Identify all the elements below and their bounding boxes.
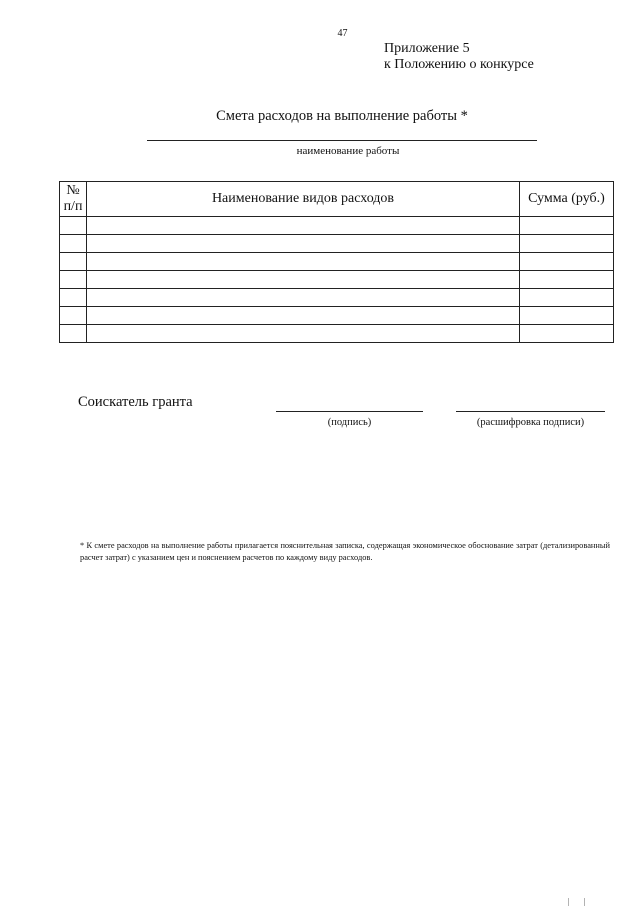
- cell-sum[interactable]: [520, 307, 614, 325]
- signature-decode-caption: (расшифровка подписи): [476, 417, 585, 428]
- work-name-line: [147, 140, 537, 141]
- signature-caption: (подпись): [327, 417, 372, 428]
- cell-num[interactable]: [60, 307, 87, 325]
- cell-num[interactable]: [60, 271, 87, 289]
- cell-name[interactable]: [87, 253, 520, 271]
- signature-decode-line[interactable]: [456, 411, 605, 412]
- appendix-block: [384, 41, 534, 73]
- cell-name[interactable]: [87, 307, 520, 325]
- table-row: [60, 217, 614, 235]
- table-row: [60, 235, 614, 253]
- cell-name[interactable]: [87, 325, 520, 343]
- cell-name[interactable]: [87, 235, 520, 253]
- document-title: Смета расходов на выполнение работы *: [216, 108, 468, 124]
- cell-name[interactable]: [87, 217, 520, 235]
- table-row: [60, 271, 614, 289]
- cell-num[interactable]: [60, 235, 87, 253]
- cell-sum[interactable]: [520, 253, 614, 271]
- page-number: 47: [337, 28, 348, 39]
- cell-sum[interactable]: [520, 217, 614, 235]
- cell-name[interactable]: [87, 289, 520, 307]
- applicant-label: Соискатель гранта: [78, 394, 193, 410]
- cell-num[interactable]: [60, 217, 87, 235]
- signature-line[interactable]: [276, 411, 423, 412]
- table-row: [60, 289, 614, 307]
- cell-sum[interactable]: [520, 271, 614, 289]
- cell-sum[interactable]: [520, 325, 614, 343]
- cell-num[interactable]: [60, 325, 87, 343]
- cell-name[interactable]: [87, 271, 520, 289]
- appendix-line-1: Приложение 5: [384, 41, 470, 56]
- cell-num[interactable]: [60, 253, 87, 271]
- table-row: [60, 325, 614, 343]
- table-header-row: [60, 182, 614, 217]
- header-name: Наименование видов расходов: [87, 182, 520, 217]
- corner-marks: | |: [568, 897, 592, 906]
- cost-table: [59, 181, 614, 343]
- cell-sum[interactable]: [520, 235, 614, 253]
- table-row: [60, 307, 614, 325]
- header-sum: Сумма (руб.): [520, 182, 614, 217]
- footnote: * К смете расходов на выполнение работы прилагается пояснительная записка, содержащая экономическое обоснование затрат (детализированный расчет затрат) с указанием цен и пояснением расчетов по каждому виду расходов.: [80, 541, 610, 562]
- cell-num[interactable]: [60, 289, 87, 307]
- work-name-caption: наименование работы: [296, 145, 400, 157]
- header-num: № п/п: [60, 182, 87, 217]
- table-row: [60, 253, 614, 271]
- cell-sum[interactable]: [520, 289, 614, 307]
- appendix-line-2: к Положению о конкурсе: [384, 57, 534, 72]
